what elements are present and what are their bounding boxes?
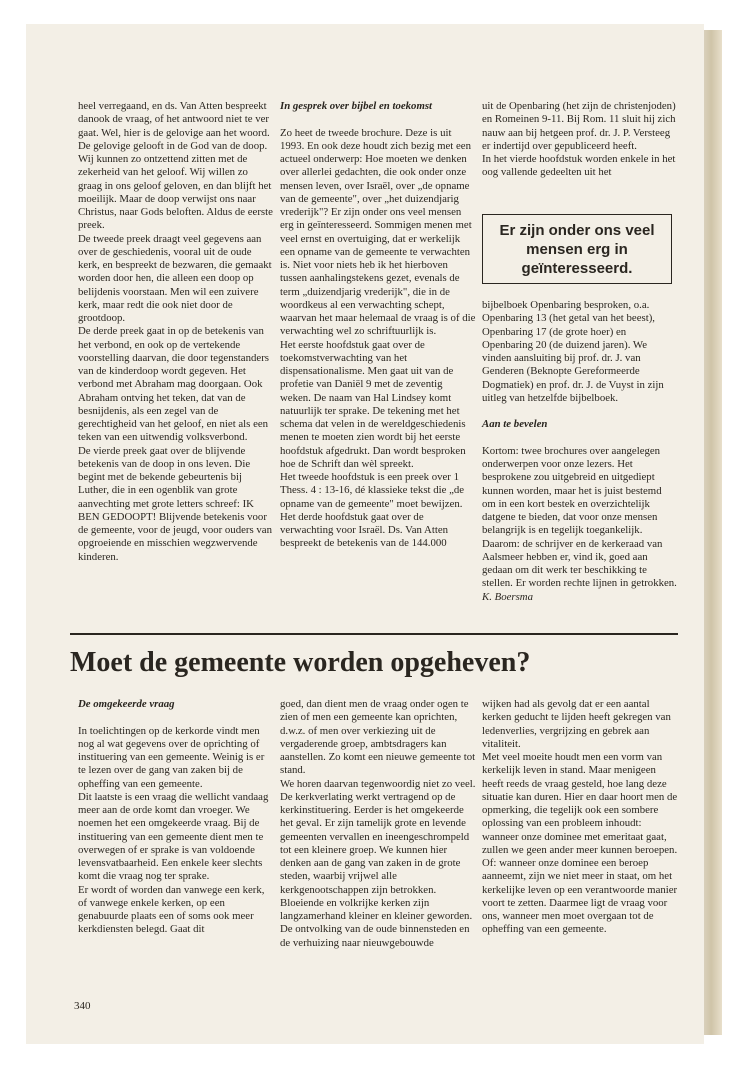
book-spine-edge xyxy=(704,30,722,1035)
article-headline: Moet de gemeente worden opgeheven? xyxy=(70,647,531,678)
section-divider xyxy=(70,633,678,635)
paragraph: wijken had als gevolg dat er een aantal kerken geducht te lijden heeft gekregen van ledenverlies, vergrijzing en gebrek aan vitaliteit. xyxy=(482,698,671,750)
closing-text: Kortom: twee brochures over aangelegen onderwerpen voor onze lezers. Het besprokene zou uitgebreid en uitgediept kunnen worden, maar het is juist bestemd om in een kort bestek en overzichtelijk datgene te bieden, dat voor onze mensen belangrijk is en tegelijk toegankelijk. Daarom: de schrijver en de kerkeraad van Aalsmeer hebben er, vind ik, goed aan gedaan om dit werk ter beschikking te stellen. Er worden rechte lijnen in getrokken. xyxy=(482,444,677,590)
paragraph: In het vierde hoofdstuk worden enkele in het oog vallende gedeelten uit het xyxy=(482,153,676,179)
paragraph: De tweede preek draagt veel gegevens aan over de geschiedenis, vooral uit de oude kerk, en bespreekt de bezwaren, die gemaakt worden door hen, die alleen een doop op belijdenis voorstaan. Men wil een zuivere kerk, maar redt die ook niet door de grootdoop. xyxy=(78,232,272,324)
article1-column-3-bottom xyxy=(482,299,678,604)
paragraph: heel verregaand, en ds. Van Atten bespreekt danook de vraag, of het antwoord niet te ver gaat. Wel, hier is de gelovige aan het woord. De gelovige gelooft in de God van de doop. Wij kunnen zo ontzettend zitten met de zekerheid van het geloof. Wij willen zo graag in ons geloof geloven, en dan blijft het moeilijk. Maar de doop verwijst ons naar Christus, naar Gods beloften. Aldus de eerste preek. xyxy=(78,100,273,232)
article2-column-2 xyxy=(280,698,476,950)
section-heading: In gesprek over bijbel en toekomst xyxy=(280,100,433,112)
paragraph: bijbelboek Openbaring besproken, o.a. Openbaring 13 (het getal van het beest), Openbaring 17 (de grote hoer) en Openbaring 20 (de duizend jaren). We vinden aansluiting bij prof. dr. J. van Genderen (Beknopte Gereformeerde Dogmatiek) en prof. dr. J. de Vuyst in zijn uitleg van hetzelfde bijbelboek. xyxy=(482,299,664,404)
spacer xyxy=(280,113,476,126)
article2-column-1 xyxy=(78,698,274,937)
article1-column-1 xyxy=(78,100,274,564)
paragraph: Dit laatste is een vraag die wellicht vandaag meer aan de orde komt dan vroeger. We noemen het een omgekeerde vraag. Bij de instituering van een gemeente dient men te overwegen of er sprake is van voldoende levensvatbaarheid. Een enkele keer slechts komt die vraag nog ter sprake. xyxy=(78,790,269,883)
paragraph: We horen daarvan tegenwoordig niet zo veel. De kerkverlating werkt vertragend op de kerkinstituering. Eerder is het omgekeerde het geval. Er zijn tamelijk grote en levende gemeenten vervallen en ineengeschrompeld tot een kleinere groep. We kunnen hier denken aan de gang van zaken in de grote steden, waarbij vrijwel alle kerkgenootschappen zijn betrokken. Bloeiende en volkrijke kerken zijn langzamerhand kleiner en kleiner geworden. De ontvolking van de oude binnensteden en de verhuizing naar nieuwgebouwde xyxy=(280,777,476,949)
paragraph: Met veel moeite houdt men een vorm van kerkelijk leven in stand. Maar menigeen heeft reeds de vraag gesteld, hoe lang deze situatie kan duren. Hier en daar hoort men de opmerking, die tegelijk ook een sombere oplossing van een probleem inhoudt: wanneer onze dominee met emeritaat gaat, zullen we geen ander meer kunnen beroepen. Of: wanneer onze dominee een beroep aanneemt, zijn we niet meer in staat, om het kerkelijke leven op een verantwoorde manier voort te zetten. Daarmee ligt de vraag voor ons, wanneer men moet overgaan tot de opheffing van een gemeente. xyxy=(482,751,678,936)
spacer xyxy=(482,432,678,445)
paragraph: Het tweede hoofdstuk is een preek over 1 Thess. 4 : 13-16, dé klassieke tekst die „de opname van de gemeente" moet bewijzen. xyxy=(280,471,465,510)
paragraph: Het eerste hoofdstuk gaat over de toekomstverwachting van het dispensationalisme. Men gaat uit van de profetie van Daniël 9 met de zeventig weken. De naam van Hal Lindsey komt natuurlijk ter sprake. De tekening met het schema dat velen in de wereldgeschiedenis menen te moeten zien wordt bij het eerste hoofdstuk afgedrukt. Dan wordt besproken hoe de Schrift dan wèl spreekt. xyxy=(280,338,466,470)
page-number: 340 xyxy=(74,1000,91,1012)
section-heading: De omgekeerde vraag xyxy=(78,698,175,710)
paragraph: Zo heet de tweede brochure. Deze is uit 1993. En ook deze houdt zich bezig met een actueel onderwerp: Hoe moeten we denken over allerlei gedachten, die ook onder onze mensen leven, over Israël, over „de opname van de gemeente", over „het duizendjarig vrederijk"? Er zijn onder ons veel mensen erg in geïnteresseerd. Sommigen menen met veel ernst en overtuiging, dat er werkelijk een opname van de gemeente te verwachten is. Niet voor niets heb ik het hierboven tussen aanhalingstekens gezet, evenals de term „duizendjarig vrederijk", die in de woordkeus al een verwachting schept, waarvan het maar helemaal de vraag is of die verwachting wel zo schriftuurlijk is. xyxy=(280,126,476,338)
paragraph: Er wordt of worden dan vanwege een kerk, of vanwege enkele kerken, op een genabuurde plaats een of soms ook meer kerkdiensten belegd. Gaat dit xyxy=(78,883,265,936)
paragraph: Het derde hoofdstuk gaat over de verwachting voor Israël. Ds. Van Atten bespreekt de betekenis van de 144.000 xyxy=(280,510,449,550)
paragraph: In toelichtingen op de kerkorde vindt men nog al wat gegevens over de oprichting of instituering van een gemeente. Weinig is er te lezen over de gang van zaken bij de opheffing van een gemeente. xyxy=(78,724,265,790)
author-signature: K. Boersma xyxy=(482,590,533,603)
paragraph: De vierde preek gaat over de blijvende betekenis van de doop in ons leven. Die begint met de bekende gebeurtenis bij Luther, die in een ogenblik van grote aanvechting met grote letters schreef: IK BEN GEDOOPT! Blijvende betekenis voor de gemeente, voor de jeugd, voor ouders van opgroeiende en misschien wegzwervende kinderen. xyxy=(78,444,272,563)
paragraph: De derde preek gaat in op de betekenis van het verbond, en ook op de vertekende voorstelling daarvan, die door tegenstanders van de kinderdoop wordt gegeven. Het verbond met Abraham mag doorgaan. Ook Abraham ontving het teken, dat van de besnijdenis, als een zegel van de gerechtigheid van het geloof, en niet als een teken van een uitwendig volksverbond. xyxy=(78,325,269,444)
article2-column-3 xyxy=(482,698,678,937)
paragraph: uit de Openbaring (het zijn de christenjoden) en Romeinen 9-11. Bij Rom. 11 sluit hij zich nauw aan bij hetgeen prof. dr. J. P. Versteeg er indertijd over gepubliceerd heeft. xyxy=(482,100,676,152)
pull-quote: Er zijn onder ons veel mensen erg in geïnteresseerd. xyxy=(482,214,672,284)
spacer xyxy=(78,711,274,724)
spacer xyxy=(482,405,678,418)
section-heading: Aan te bevelen xyxy=(482,418,548,431)
paragraph xyxy=(482,445,678,604)
article1-column-3-top xyxy=(482,100,678,180)
paragraph: goed, dan dient men de vraag onder ogen te zien of men een gemeente kan oprichten, d.w.z. of men over verkiezing uit de vergaderende groep, ambtsdragers kan aanstellen. Zo komt een nieuwe gemeente tot stand. xyxy=(280,698,476,777)
article1-column-2 xyxy=(280,100,476,551)
